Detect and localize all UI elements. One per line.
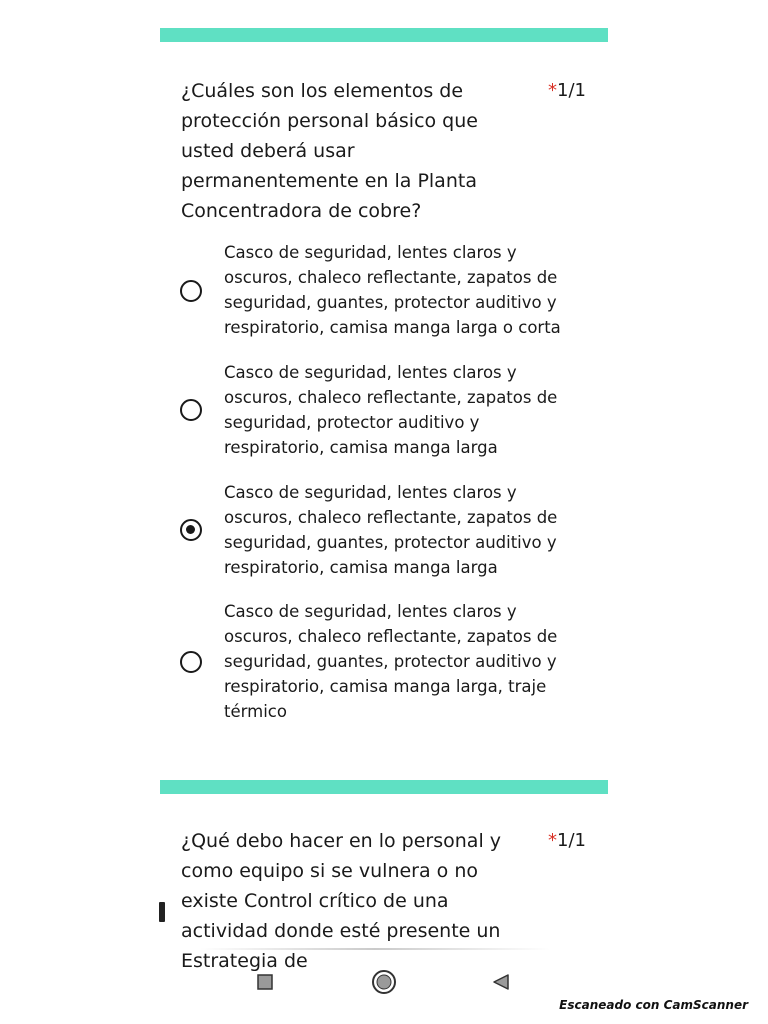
radio-button-selected[interactable] bbox=[180, 519, 202, 541]
option-label: Casco de seguridad, lentes claros y oscuros, chaleco reflectante, zapatos de seguridad, protector auditivo y respiratorio, camisa manga larga bbox=[224, 363, 558, 457]
radio-button[interactable] bbox=[180, 651, 202, 673]
score-value: 1/1 bbox=[557, 80, 586, 101]
section-accent-bar bbox=[160, 28, 608, 42]
required-asterisk: * bbox=[548, 830, 558, 851]
back-button[interactable] bbox=[487, 968, 515, 996]
question-1-score bbox=[548, 80, 586, 101]
option-label: Casco de seguridad, lentes claros y oscuros, chaleco reflectante, zapatos de seguridad, guantes, protector auditivo y respiratorio, camisa manga larga bbox=[224, 483, 558, 577]
recent-apps-button[interactable] bbox=[251, 968, 279, 996]
scroll-indicator[interactable] bbox=[159, 902, 165, 922]
radio-button[interactable] bbox=[180, 280, 202, 302]
circle-home-icon bbox=[371, 969, 397, 995]
camscanner-watermark: Escaneado con CamScanner bbox=[559, 998, 748, 1012]
option-label: Casco de seguridad, lentes claros y oscuros, chaleco reflectante, zapatos de seguridad, guantes, protector auditivo y respiratorio, camisa manga larga o corta bbox=[224, 243, 561, 337]
home-button[interactable] bbox=[370, 968, 398, 996]
required-asterisk: * bbox=[548, 80, 558, 101]
question-1-text: ¿Cuáles son los elementos de protección personal básico que usted deberá usar permanentemente en la Planta Concentradora de cobre? bbox=[181, 80, 478, 222]
square-icon bbox=[257, 974, 273, 990]
radio-button[interactable] bbox=[180, 399, 202, 421]
option-label: Casco de seguridad, lentes claros y oscuros, chaleco reflectante, zapatos de seguridad, guantes, protector auditivo y respiratorio, camisa manga larga, traje térmico bbox=[224, 602, 558, 721]
section-accent-bar bbox=[160, 780, 608, 794]
system-navigation-bar bbox=[0, 962, 768, 1002]
question-2-text: ¿Qué debo hacer en lo personal y como equipo si se vulnera o no existe Control crítico de una actividad donde esté presente un Estrategia de bbox=[181, 830, 502, 972]
question-2-score bbox=[548, 830, 586, 851]
content-fade-divider bbox=[200, 948, 550, 950]
score-value: 1/1 bbox=[557, 830, 586, 851]
triangle-back-icon bbox=[492, 973, 510, 991]
